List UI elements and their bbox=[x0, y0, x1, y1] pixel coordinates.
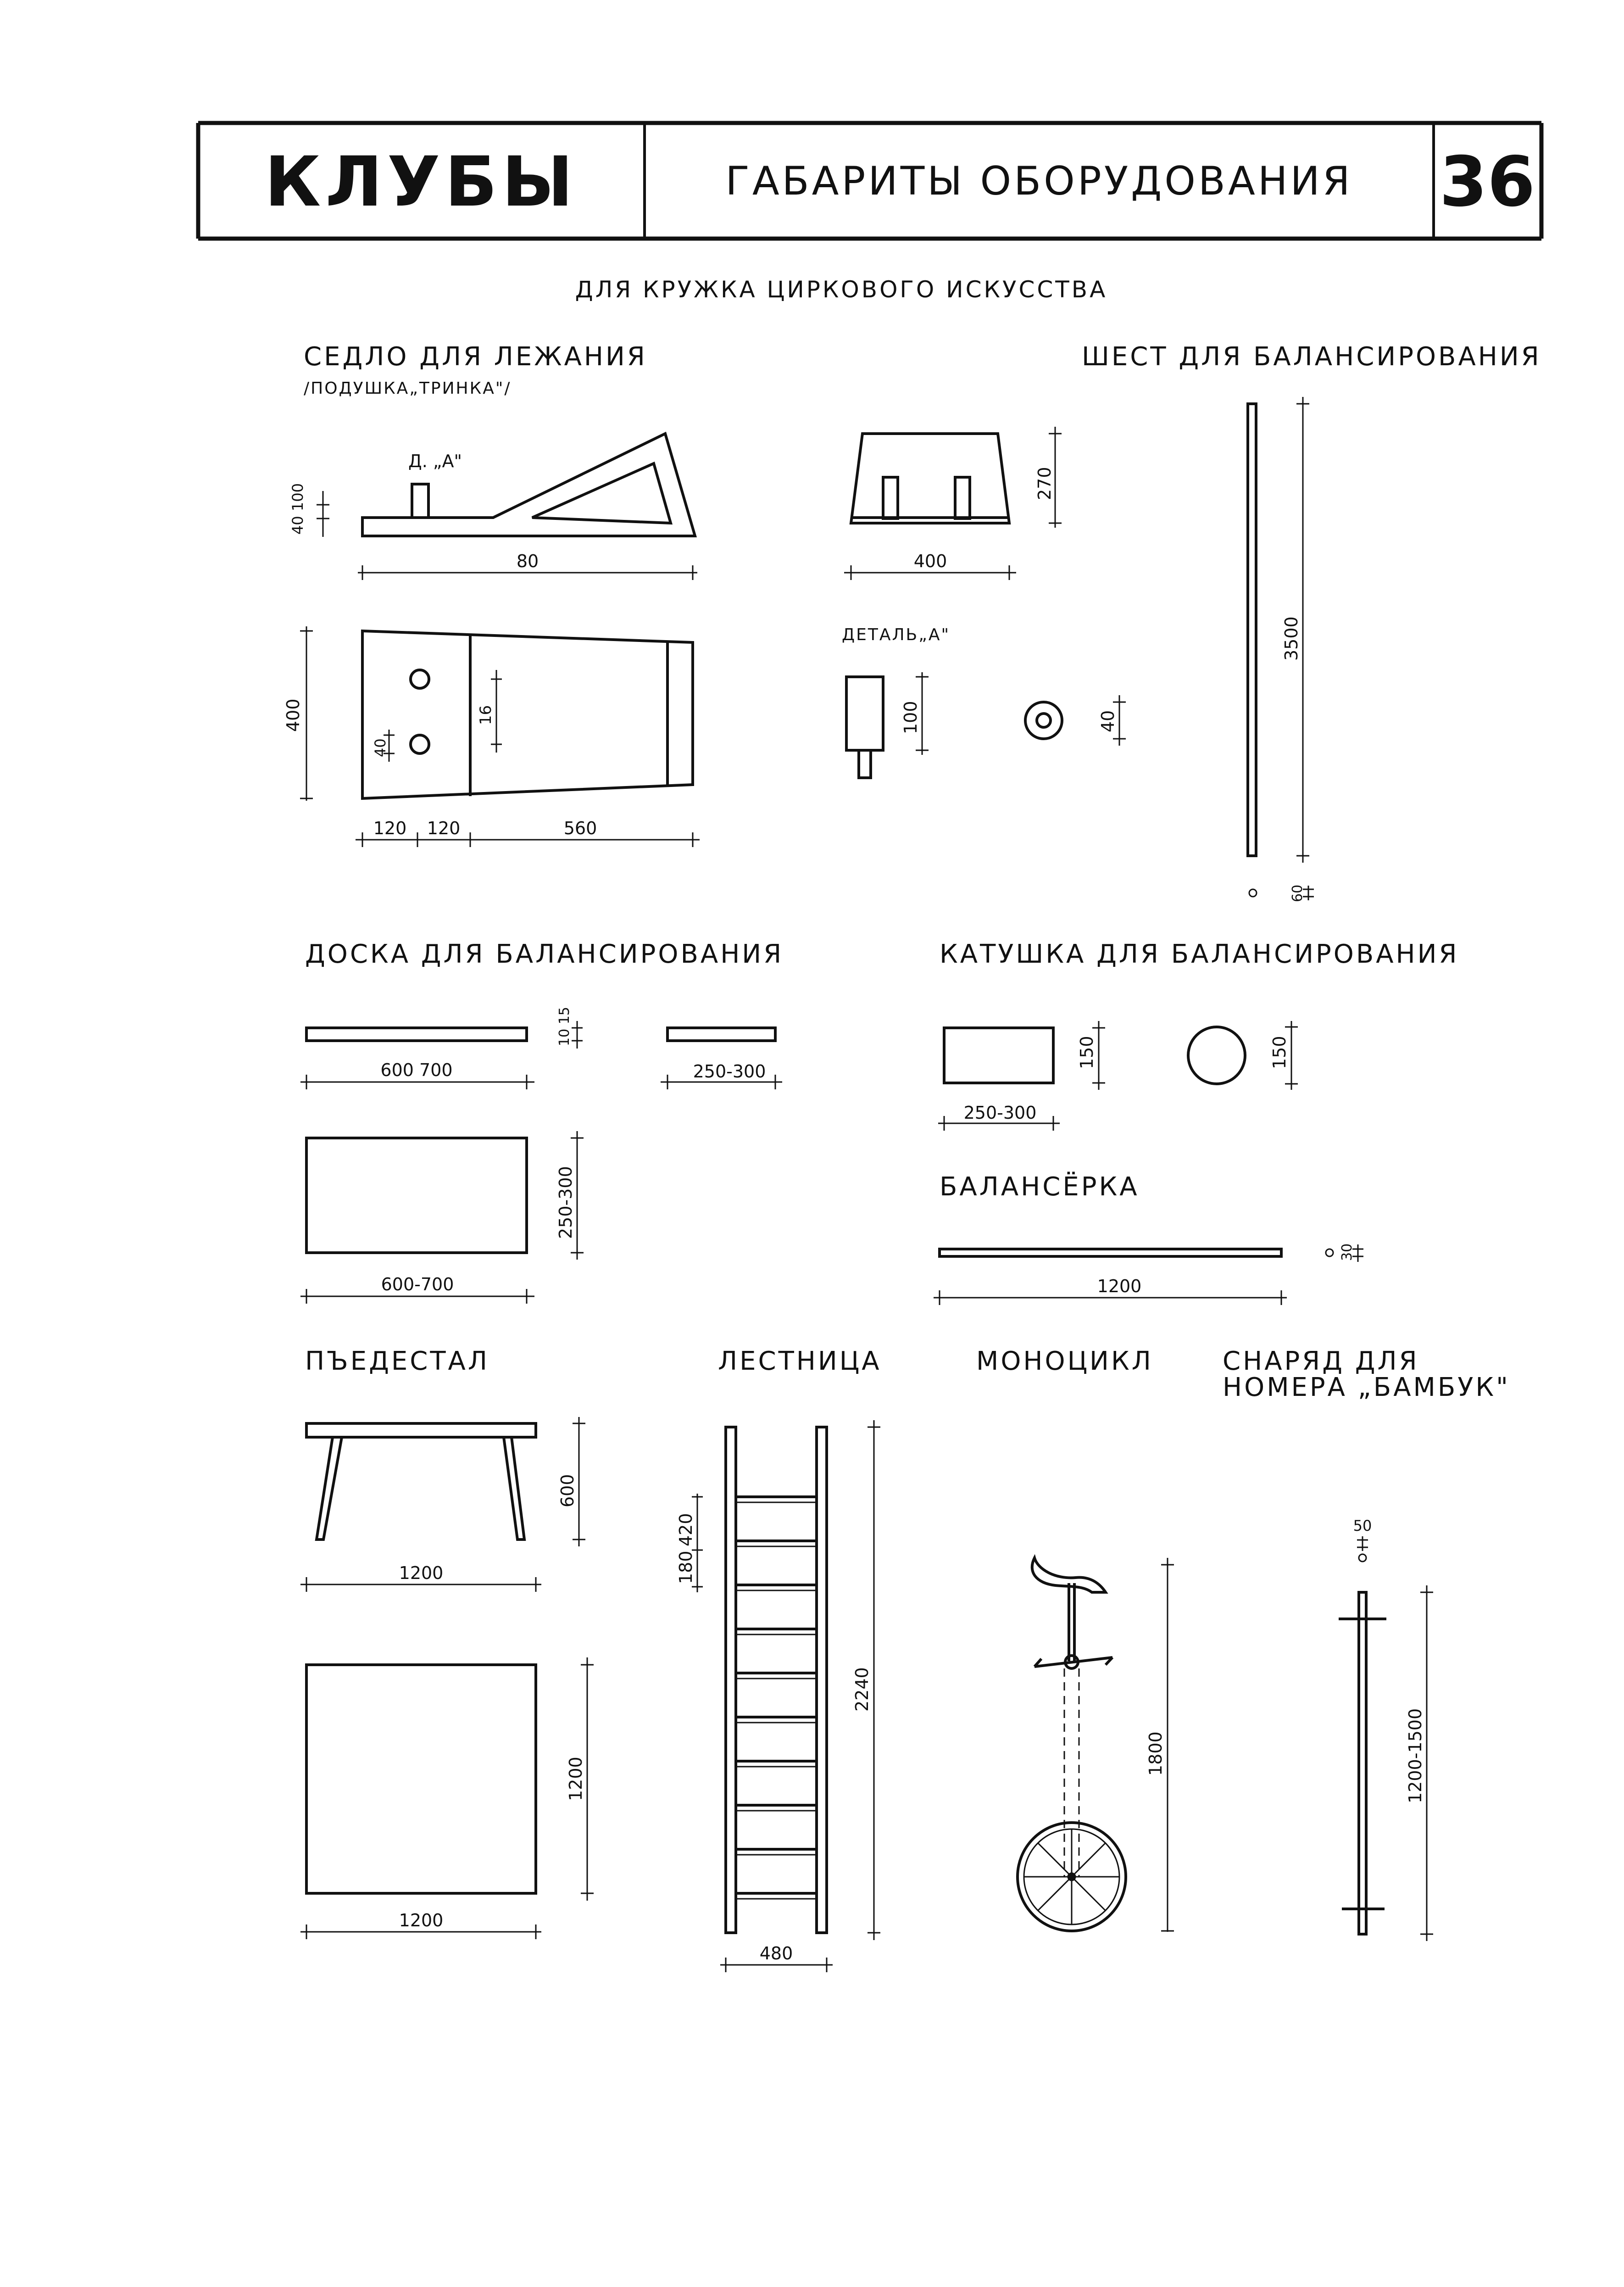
board-dim-plan-width: 250-300 bbox=[556, 1166, 576, 1239]
ladder-dim-top-gap: 420 bbox=[676, 1513, 696, 1546]
saddle-plan-view bbox=[362, 631, 693, 798]
balancer-dims bbox=[934, 1244, 1363, 1305]
spool-title: КАТУШКА ДЛЯ БАЛАНСИРОВАНИЯ bbox=[940, 939, 1459, 969]
saddle-dim-detail-height: 100 bbox=[901, 701, 921, 734]
board-dim-thickness: 10 15 bbox=[556, 1007, 573, 1046]
ladder-dim-width: 480 bbox=[759, 1943, 793, 1963]
saddle-subtitle: /ПОДУШКА„ТРИНКА"/ bbox=[304, 379, 512, 398]
saddle-dim-length: 80 bbox=[516, 551, 539, 571]
saddle-dim-plan-c: 560 bbox=[563, 818, 597, 838]
unicycle-dim-height: 1800 bbox=[1146, 1731, 1166, 1776]
saddle-dim-plan-width: 400 bbox=[283, 698, 303, 732]
spool-dim-length: 250-300 bbox=[963, 1103, 1037, 1123]
pedestal-dim-width-elev: 1200 bbox=[399, 1563, 444, 1583]
board-dim-plan-length: 600-700 bbox=[381, 1274, 454, 1294]
saddle-side-view bbox=[362, 434, 695, 536]
saddle-height-dim bbox=[317, 491, 329, 537]
board-dim-width-side: 250-300 bbox=[693, 1061, 766, 1082]
page-subtitle: ДЛЯ КРУЖКА ЦИРКОВОГО ИСКУССТВА bbox=[575, 276, 1108, 303]
page-number: 36 bbox=[1439, 142, 1535, 222]
saddle-title: СЕДЛО ДЛЯ ЛЕЖАНИЯ bbox=[304, 342, 647, 372]
ladder-rungs bbox=[736, 1497, 817, 1899]
saddle-plan-length-dims bbox=[356, 832, 700, 847]
saddle-dim-plan-b: 120 bbox=[427, 818, 461, 838]
board-thickness-dim bbox=[572, 1021, 583, 1049]
pole-drawing bbox=[1248, 404, 1257, 897]
header-left-title: КЛУБЫ bbox=[264, 142, 578, 222]
saddle-dim-front-width: 400 bbox=[913, 551, 947, 571]
bamboo-title-line1: СНАРЯД ДЛЯ bbox=[1223, 1346, 1419, 1376]
pedestal-dim-height: 600 bbox=[557, 1474, 578, 1507]
pedestal-plan-dims bbox=[300, 1657, 594, 1939]
board-elevation bbox=[306, 1028, 775, 1041]
saddle-dim-front-height: 270 bbox=[1034, 467, 1055, 500]
saddle-dim-hole-size: 40 bbox=[372, 738, 389, 757]
saddle-dim-height: 40 100 bbox=[289, 483, 306, 535]
pedestal-dim-plan-depth: 1200 bbox=[566, 1757, 586, 1801]
balancer-dim-length: 1200 bbox=[1097, 1276, 1142, 1296]
balancer-title: БАЛАНСЁРКА bbox=[940, 1172, 1140, 1202]
saddle-front-view bbox=[851, 434, 1009, 523]
saddle-dim-hole-spacing: 16 bbox=[477, 705, 495, 725]
pedestal-elevation bbox=[306, 1423, 536, 1540]
bamboo-title-line2: НОМЕРА „БАМБУК" bbox=[1223, 1372, 1510, 1402]
saddle-detail-title: ДЕТАЛЬ„А" bbox=[842, 625, 951, 644]
pedestal-title: ПЪЕДЕСТАЛ bbox=[305, 1346, 489, 1376]
board-dim-length-top: 600 700 bbox=[380, 1060, 453, 1080]
board-title: ДОСКА ДЛЯ БАЛАНСИРОВАНИЯ bbox=[305, 939, 784, 969]
spool-dim-end-diameter: 150 bbox=[1269, 1036, 1290, 1069]
saddle-detail-dims bbox=[916, 672, 1126, 755]
header-center-title: ГАБАРИТЫ ОБОРУДОВАНИЯ bbox=[725, 158, 1353, 204]
pole-dim-length: 3500 bbox=[1281, 616, 1301, 661]
ladder-dim-height: 2240 bbox=[852, 1667, 872, 1712]
pole-dim-diameter: 60 bbox=[1290, 884, 1306, 902]
balancer-dim-diameter: 30 bbox=[1339, 1243, 1355, 1261]
pedestal-dim-plan-width: 1200 bbox=[399, 1910, 444, 1930]
balancer-drawing bbox=[940, 1249, 1333, 1256]
bamboo-dim-diameter: 50 bbox=[1353, 1517, 1372, 1534]
bamboo-dim-height: 1200-1500 bbox=[1405, 1708, 1425, 1803]
spool-dim-side-height: 150 bbox=[1077, 1036, 1097, 1069]
board-plan bbox=[306, 1138, 527, 1253]
ladder-dim-rung-step: 180 bbox=[676, 1551, 696, 1584]
pole-title: ШЕСТ ДЛЯ БАЛАНСИРОВАНИЯ bbox=[1082, 342, 1541, 372]
bamboo-drawing bbox=[1339, 1554, 1386, 1934]
unicycle-drawing bbox=[1018, 1558, 1126, 1931]
saddle-detail-ref: Д. „А" bbox=[408, 451, 462, 471]
saddle-dim-plan-a: 120 bbox=[373, 818, 407, 838]
saddle-dim-detail-diameter: 40 bbox=[1098, 710, 1118, 732]
pedestal-plan bbox=[306, 1665, 536, 1893]
ladder-drawing bbox=[726, 1427, 827, 1933]
saddle-detail-part bbox=[846, 677, 1062, 778]
unicycle-title: МОНОЦИКЛ bbox=[976, 1346, 1153, 1376]
ladder-title: ЛЕСТНИЦА bbox=[718, 1346, 882, 1376]
